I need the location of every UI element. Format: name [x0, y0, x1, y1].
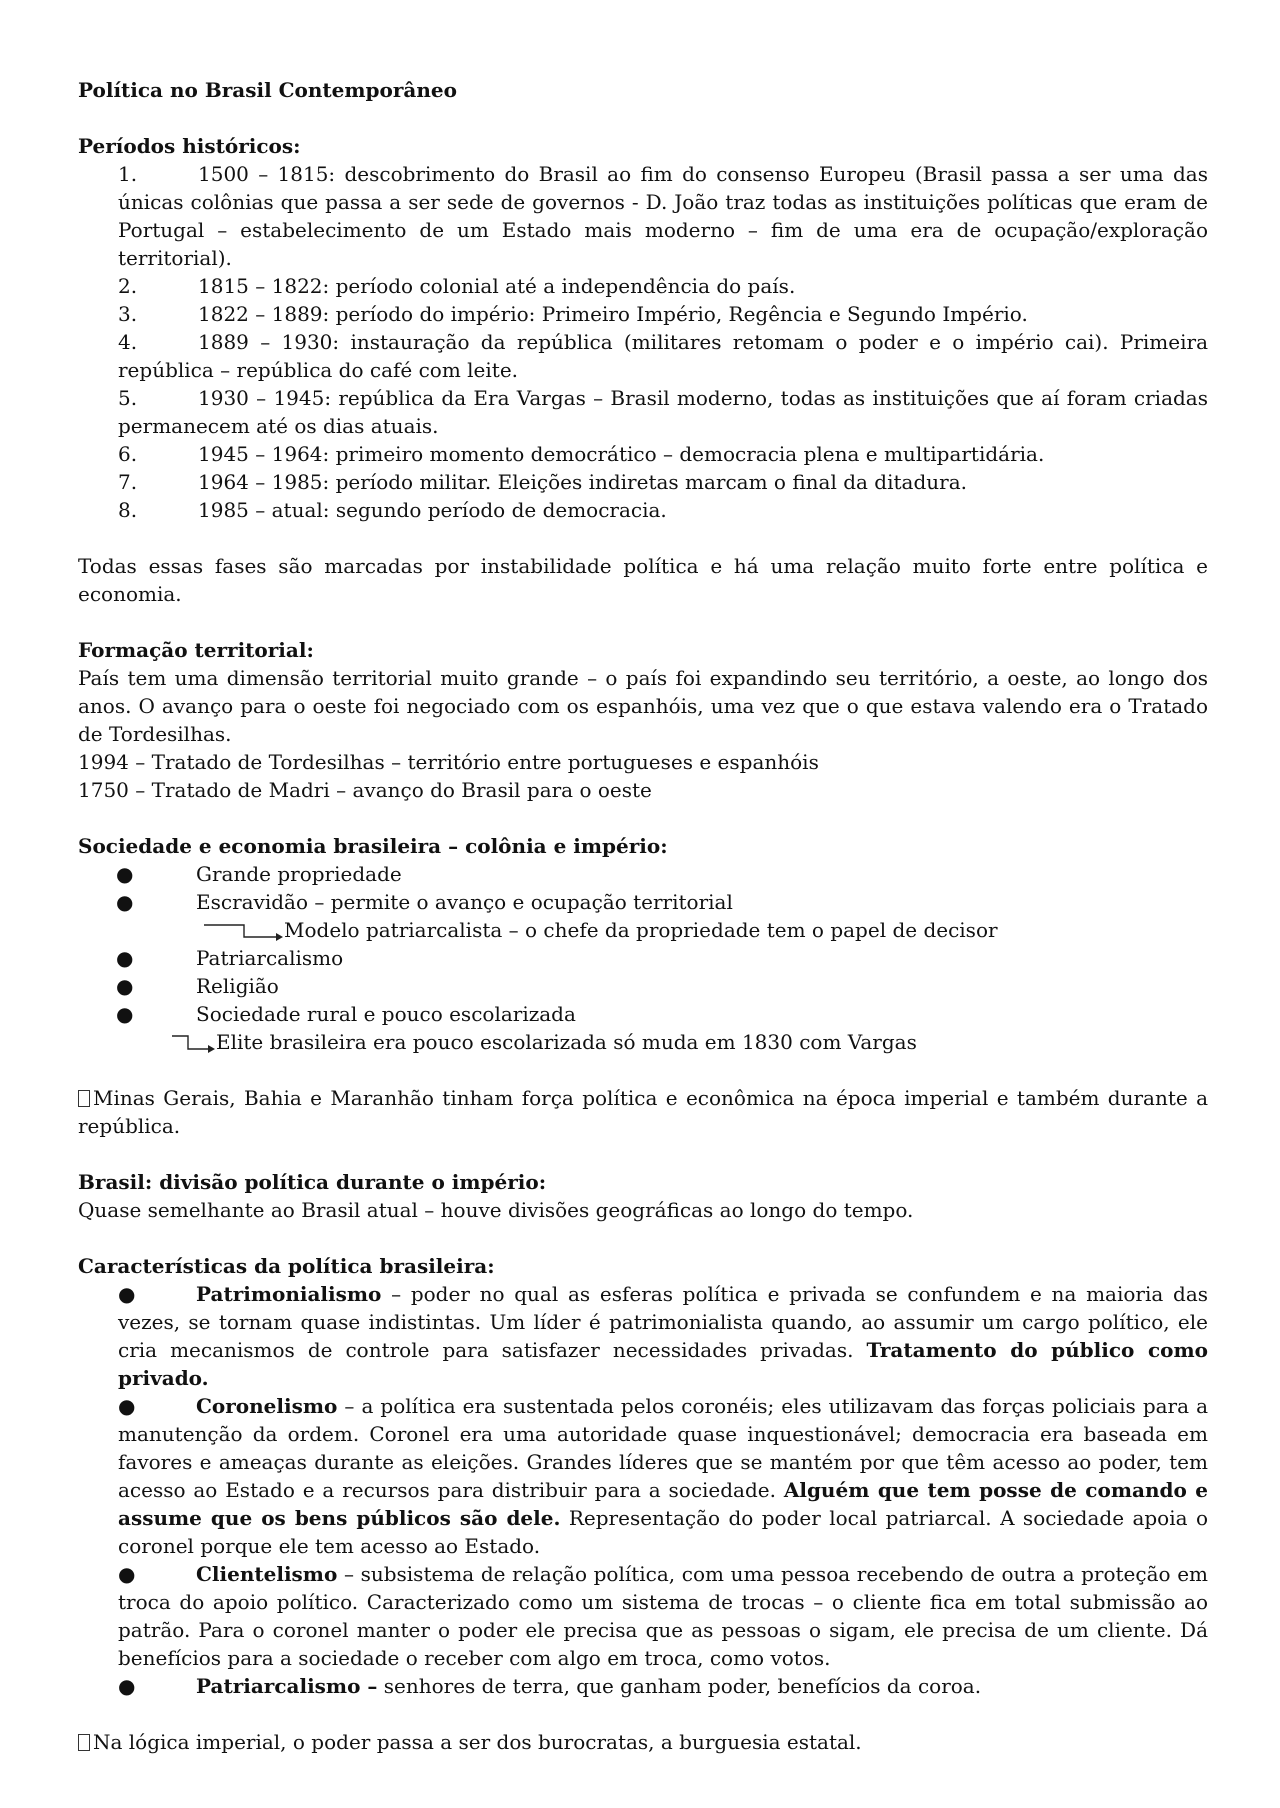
madri-line: 1750 – Tratado de Madri – avanço do Brasil para o oeste — [78, 778, 652, 802]
list-item — [78, 300, 1208, 328]
list-number: 1. — [118, 162, 138, 186]
bullet-icon: ● — [116, 946, 134, 970]
logica-paragraph: Na lógica imperial, o poder passa a ser dos burocratas, a burguesia estatal. — [78, 1728, 1208, 1756]
box-icon — [78, 1734, 90, 1751]
bullet-icon: ● — [116, 862, 134, 886]
list-item-text: 1930 – 1945: república da Era Vargas – Brasil moderno, todas as instituições que aí foram criadas permanecem até os dias atuais. — [118, 386, 1208, 438]
caracteristicas-heading: Características da política brasileira: — [78, 1254, 495, 1278]
list-item — [78, 160, 1208, 272]
bullet-icon: ● — [118, 1394, 136, 1418]
list-item: ● Sociedade rural e pouco escolarizada — [116, 1002, 576, 1026]
list-item-text: 1815 – 1822: período colonial até a independência do país. — [198, 274, 796, 298]
list-item — [78, 468, 1208, 496]
list-number: 6. — [118, 442, 138, 466]
list-item: ● Escravidão – permite o avanço e ocupação territorial — [116, 890, 733, 914]
formacao-paragraph: País tem uma dimensão territorial muito grande – o país foi expandindo seu território, a oeste, ao longo dos anos. O avanço para o oeste foi negociado com os espanhóis, uma vez que o que estava valendo era o Tratado de Tordesilhas. — [78, 666, 1208, 746]
list-item — [78, 384, 1208, 440]
box-icon — [78, 1090, 90, 1107]
list-number: 8. — [118, 498, 138, 522]
list-number: 2. — [118, 274, 138, 298]
bullet-icon: ● — [118, 1562, 136, 1586]
bullet-icon: ● — [118, 1674, 136, 1698]
fases-paragraph: Todas essas fases são marcadas por instabilidade política e há uma relação muito forte entre política e economia. — [78, 554, 1208, 606]
sub-item: Modelo patriarcalista – o chefe da propriedade tem o papel de decisor — [78, 916, 1208, 944]
patrimonialismo-item: ● Patrimonialismo – poder no qual as esferas política e privada se confundem e na maioria das vezes, se tornam quase indistintas. Um líder é patrimonialista quando, ao assumir um cargo político, ele cria mecanismos de controle para satisfazer necessidades privadas. Tratamento do público como privado. — [118, 1282, 1208, 1390]
list-item — [78, 440, 1208, 468]
list-item: ● Grande propriedade — [116, 862, 402, 886]
list-item — [78, 328, 1208, 384]
tordesilhas-line: 1994 – Tratado de Tordesilhas – território entre portugueses e espanhóis — [78, 750, 819, 774]
list-item — [78, 496, 1208, 524]
list-item-text: 1500 – 1815: descobrimento do Brasil ao fim do consenso Europeu (Brasil passa a ser uma das únicas colônias que passa a ser sede de governos - D. João traz todas as instituições políticas que eram de Portugal – estabelecimento de um Estado mais moderno – fim de uma era de ocupação/exploração territorial). — [118, 162, 1208, 270]
list-number: 7. — [118, 470, 138, 494]
bullet-icon: ● — [116, 890, 134, 914]
formacao-heading: Formação territorial: — [78, 638, 314, 662]
bullet-icon: ● — [118, 1282, 136, 1306]
list-item-text: 1964 – 1985: período militar. Eleições indiretas marcam o final da ditadura. — [198, 470, 967, 494]
periodos-list — [78, 160, 1208, 524]
bent-arrow-icon — [202, 921, 284, 943]
bullet-icon: ● — [116, 974, 134, 998]
list-item: ● Patriarcalismo — [116, 946, 344, 970]
coronelismo-item: ● Coronelismo – a política era sustentada pelos coronéis; eles utilizavam das forças policiais para a manutenção da ordem. Coronel era uma autoridade quase inquestionável; democracia era baseada em favores e ameaças durante as eleições. Grandes líderes que se mantém por que têm acesso ao poder, tem acesso ao Estado e a recursos para distribuir para a sociedade. Alguém que tem posse de comando e assume que os bens públicos são dele. Representação do poder local patriarcal. A sociedade apoia o coronel porque ele tem acesso ao Estado. — [118, 1394, 1208, 1558]
list-item-text: 1889 – 1930: instauração da república (militares retomam o poder e o império cai). Primeira república – república do café com leite. — [118, 330, 1208, 382]
list-item-text: 1822 – 1889: período do império: Primeiro Império, Regência e Segundo Império. — [198, 302, 1028, 326]
document-page — [78, 76, 1208, 1756]
list-item: ● Religião — [116, 974, 279, 998]
periodos-heading: Períodos históricos: — [78, 134, 301, 158]
divisao-heading: Brasil: divisão política durante o império: — [78, 1170, 547, 1194]
document-title: Política no Brasil Contemporâneo — [78, 78, 457, 102]
divisao-paragraph: Quase semelhante ao Brasil atual – houve divisões geográficas ao longo do tempo. — [78, 1198, 914, 1222]
bent-arrow-icon — [170, 1033, 216, 1055]
list-item-text: 1985 – atual: segundo período de democracia. — [198, 498, 667, 522]
list-number: 3. — [118, 302, 138, 326]
sociedade-heading: Sociedade e economia brasileira – colônia e império: — [78, 834, 668, 858]
list-number: 5. — [118, 386, 138, 410]
bullet-icon: ● — [116, 1002, 134, 1026]
clientelismo-item: ● Clientelismo – subsistema de relação política, com uma pessoa recebendo de outra a proteção em troca do apoio político. Caracterizado como um sistema de trocas – o cliente fica em total submissão ao patrão. Para o coronel manter o poder ele precisa que as pessoas o sigam, ele precisa de um cliente. Dá benefícios para a sociedade o receber com algo em troca, como votos. — [118, 1562, 1208, 1670]
list-item — [78, 272, 1208, 300]
list-item-text: 1945 – 1964: primeiro momento democrático – democracia plena e multipartidária. — [198, 442, 1045, 466]
patriarcalismo-item: ● Patriarcalismo – senhores de terra, que ganham poder, benefícios da coroa. — [118, 1674, 982, 1698]
list-number: 4. — [118, 330, 138, 354]
minas-paragraph: Minas Gerais, Bahia e Maranhão tinham força política e econômica na época imperial e também durante a república. — [78, 1086, 1208, 1138]
sub-item: Elite brasileira era pouco escolarizada só muda em 1830 com Vargas — [78, 1028, 1208, 1056]
